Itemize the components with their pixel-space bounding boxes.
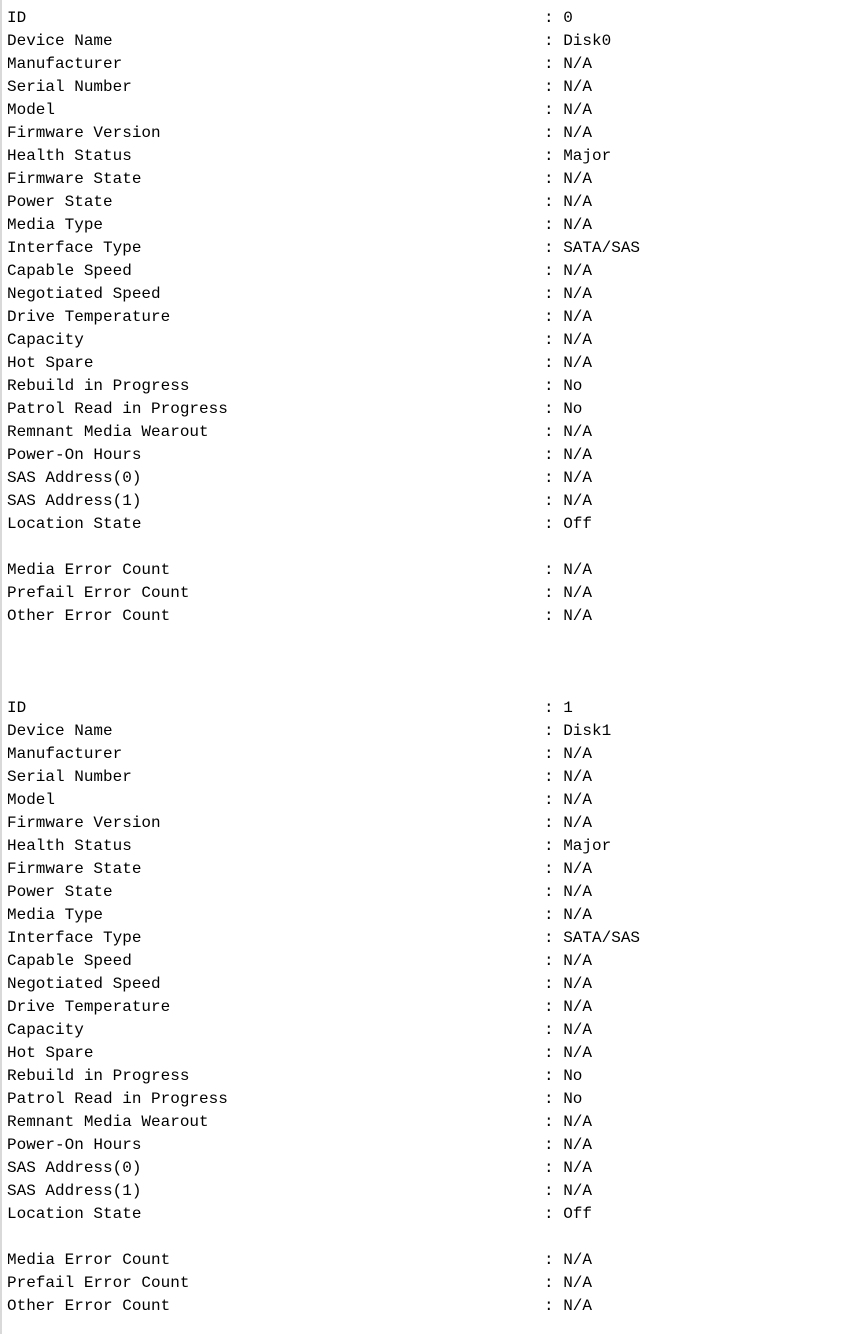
field-label: Serial Number: [7, 768, 132, 786]
field-row: [7, 1203, 852, 1226]
field-value: N/A: [563, 55, 593, 73]
colon-separator: :: [544, 262, 564, 280]
field-label: SAS Address(1): [7, 492, 142, 510]
field-label: Interface Type: [7, 929, 142, 947]
field-row: [7, 76, 852, 99]
field-row: [7, 375, 852, 398]
field-row: [7, 490, 852, 513]
colon-separator: :: [544, 768, 564, 786]
colon-separator: :: [544, 492, 564, 510]
colon-separator: :: [544, 998, 564, 1016]
colon-separator: :: [544, 584, 564, 602]
field-label: Patrol Read in Progress: [7, 400, 228, 418]
colon-separator: :: [544, 124, 564, 142]
field-value: N/A: [563, 607, 593, 625]
colon-separator: :: [544, 193, 564, 211]
field-value: No: [563, 1067, 583, 1085]
colon-separator: :: [544, 699, 564, 717]
field-label: Capable Speed: [7, 952, 132, 970]
field-row: [7, 1088, 852, 1111]
blank-line: [7, 1226, 852, 1249]
field-row: [7, 927, 852, 950]
field-row: [7, 996, 852, 1019]
field-label: Negotiated Speed: [7, 285, 161, 303]
field-value: N/A: [563, 492, 593, 510]
field-label: Media Error Count: [7, 1251, 171, 1269]
field-row: [7, 1295, 852, 1318]
field-row: [7, 1042, 852, 1065]
field-row: [7, 329, 852, 352]
field-label: Location State: [7, 515, 142, 533]
field-value: N/A: [563, 1136, 593, 1154]
colon-separator: :: [544, 1113, 564, 1131]
field-label: Health Status: [7, 147, 132, 165]
field-row: [7, 421, 852, 444]
field-row: [7, 191, 852, 214]
field-value: N/A: [563, 1274, 593, 1292]
field-label: Capable Speed: [7, 262, 132, 280]
field-value: N/A: [563, 1044, 593, 1062]
field-value: No: [563, 1090, 583, 1108]
colon-separator: :: [544, 1021, 564, 1039]
field-value: N/A: [563, 1182, 593, 1200]
colon-separator: :: [544, 860, 564, 878]
colon-separator: :: [544, 9, 564, 27]
colon-separator: :: [544, 32, 564, 50]
colon-separator: :: [544, 469, 564, 487]
field-value: N/A: [563, 1021, 593, 1039]
field-label: Manufacturer: [7, 745, 123, 763]
colon-separator: :: [544, 1274, 564, 1292]
field-value: No: [563, 377, 583, 395]
field-row: [7, 789, 852, 812]
field-value: N/A: [563, 1159, 593, 1177]
field-row: [7, 30, 852, 53]
field-row: [7, 260, 852, 283]
field-row: [7, 1065, 852, 1088]
colon-separator: :: [544, 285, 564, 303]
field-row: [7, 720, 852, 743]
colon-separator: :: [544, 331, 564, 349]
field-row: [7, 237, 852, 260]
field-value: N/A: [563, 1113, 593, 1131]
field-label: Firmware Version: [7, 814, 161, 832]
colon-separator: :: [544, 1136, 564, 1154]
field-label: SAS Address(0): [7, 1159, 142, 1177]
field-row: [7, 950, 852, 973]
field-label: Other Error Count: [7, 607, 171, 625]
field-row: [7, 53, 852, 76]
field-value: No: [563, 400, 583, 418]
colon-separator: :: [544, 1044, 564, 1062]
colon-separator: :: [544, 975, 564, 993]
field-value: N/A: [563, 814, 593, 832]
error-fields: [7, 1249, 852, 1318]
field-label: Health Status: [7, 837, 132, 855]
field-value: N/A: [563, 308, 593, 326]
field-value: SATA/SAS: [563, 239, 641, 257]
field-label: Media Type: [7, 216, 104, 234]
colon-separator: :: [544, 745, 564, 763]
colon-separator: :: [544, 1090, 564, 1108]
field-value: N/A: [563, 998, 593, 1016]
colon-separator: :: [544, 147, 564, 165]
field-label: Patrol Read in Progress: [7, 1090, 228, 1108]
field-row: [7, 352, 852, 375]
field-value: N/A: [563, 906, 593, 924]
colon-separator: :: [544, 377, 564, 395]
colon-separator: :: [544, 607, 564, 625]
colon-separator: :: [544, 883, 564, 901]
colon-separator: :: [544, 952, 564, 970]
blank-line: [7, 536, 852, 559]
field-label: ID: [7, 9, 27, 27]
field-row: [7, 881, 852, 904]
field-value: N/A: [563, 423, 593, 441]
colon-separator: :: [544, 308, 564, 326]
colon-separator: :: [544, 929, 564, 947]
field-row: [7, 145, 852, 168]
field-value: N/A: [563, 745, 593, 763]
field-value: 0: [563, 9, 573, 27]
field-label: Remnant Media Wearout: [7, 1113, 209, 1131]
colon-separator: :: [544, 400, 564, 418]
field-label: Firmware Version: [7, 124, 161, 142]
field-value: Disk1: [563, 722, 612, 740]
field-value: N/A: [563, 883, 593, 901]
field-label: Media Error Count: [7, 561, 171, 579]
field-value: Major: [563, 837, 612, 855]
field-value: N/A: [563, 124, 593, 142]
field-value: N/A: [563, 446, 593, 464]
field-value: N/A: [563, 193, 593, 211]
field-label: Hot Spare: [7, 1044, 94, 1062]
field-value: N/A: [563, 262, 593, 280]
colon-separator: :: [544, 561, 564, 579]
field-row: [7, 398, 852, 421]
colon-separator: :: [544, 1159, 564, 1177]
field-value: N/A: [563, 768, 593, 786]
field-value: N/A: [563, 354, 593, 372]
field-label: Power State: [7, 193, 113, 211]
field-value: Disk0: [563, 32, 612, 50]
colon-separator: :: [544, 837, 564, 855]
field-value: N/A: [563, 1297, 593, 1315]
field-value: N/A: [563, 78, 593, 96]
field-value: N/A: [563, 952, 593, 970]
colon-separator: :: [544, 1205, 564, 1223]
field-value: Major: [563, 147, 612, 165]
field-row: [7, 743, 852, 766]
colon-separator: :: [544, 1251, 564, 1269]
field-value: N/A: [563, 469, 593, 487]
field-value: N/A: [563, 791, 593, 809]
field-row: [7, 559, 852, 582]
field-label: SAS Address(1): [7, 1182, 142, 1200]
field-label: Firmware State: [7, 170, 142, 188]
field-value: Off: [563, 515, 593, 533]
field-row: [7, 99, 852, 122]
field-row: [7, 766, 852, 789]
device-block-disk0: [7, 7, 852, 628]
field-row: [7, 1157, 852, 1180]
colon-separator: :: [544, 1067, 564, 1085]
colon-separator: :: [544, 239, 564, 257]
field-label: Power State: [7, 883, 113, 901]
colon-separator: :: [544, 722, 564, 740]
field-label: Capacity: [7, 1021, 84, 1039]
field-label: Other Error Count: [7, 1297, 171, 1315]
field-label: Rebuild in Progress: [7, 1067, 190, 1085]
field-row: [7, 582, 852, 605]
field-label: Prefail Error Count: [7, 1274, 190, 1292]
field-label: ID: [7, 699, 27, 717]
colon-separator: :: [544, 515, 564, 533]
field-row: [7, 168, 852, 191]
field-row: [7, 1019, 852, 1042]
field-value: Off: [563, 1205, 593, 1223]
field-label: Hot Spare: [7, 354, 94, 372]
field-row: [7, 973, 852, 996]
field-value: N/A: [563, 860, 593, 878]
field-row: [7, 1272, 852, 1295]
colon-separator: :: [544, 55, 564, 73]
field-row: [7, 605, 852, 628]
colon-separator: :: [544, 814, 564, 832]
colon-separator: :: [544, 216, 564, 234]
colon-separator: :: [544, 446, 564, 464]
field-label: Manufacturer: [7, 55, 123, 73]
field-label: Capacity: [7, 331, 84, 349]
error-fields: [7, 559, 852, 628]
field-row: [7, 904, 852, 927]
field-value: N/A: [563, 584, 593, 602]
field-row: [7, 306, 852, 329]
field-label: Serial Number: [7, 78, 132, 96]
field-label: Model: [7, 791, 56, 809]
field-row: [7, 283, 852, 306]
field-label: Power-On Hours: [7, 1136, 142, 1154]
field-row: [7, 1134, 852, 1157]
field-row: [7, 1180, 852, 1203]
field-value: N/A: [563, 1251, 593, 1269]
field-row: [7, 513, 852, 536]
field-label: Power-On Hours: [7, 446, 142, 464]
field-label: Remnant Media Wearout: [7, 423, 209, 441]
field-row: [7, 1249, 852, 1272]
field-label: Prefail Error Count: [7, 584, 190, 602]
colon-separator: :: [544, 354, 564, 372]
colon-separator: :: [544, 1297, 564, 1315]
field-row: [7, 214, 852, 237]
field-row: [7, 1111, 852, 1134]
field-label: Media Type: [7, 906, 104, 924]
field-label: Device Name: [7, 722, 113, 740]
field-row: [7, 812, 852, 835]
colon-separator: :: [544, 1182, 564, 1200]
field-value: 1: [563, 699, 573, 717]
field-row: [7, 835, 852, 858]
field-value: N/A: [563, 216, 593, 234]
field-row: [7, 444, 852, 467]
field-value: N/A: [563, 101, 593, 119]
field-label: Device Name: [7, 32, 113, 50]
colon-separator: :: [544, 423, 564, 441]
field-row: [7, 697, 852, 720]
field-label: Rebuild in Progress: [7, 377, 190, 395]
colon-separator: :: [544, 906, 564, 924]
field-value: N/A: [563, 561, 593, 579]
field-label: Firmware State: [7, 860, 142, 878]
field-row: [7, 122, 852, 145]
colon-separator: :: [544, 78, 564, 96]
info-fields: [7, 697, 852, 1226]
field-value: N/A: [563, 285, 593, 303]
field-label: Location State: [7, 1205, 142, 1223]
info-fields: [7, 7, 852, 536]
field-value: N/A: [563, 331, 593, 349]
colon-separator: :: [544, 170, 564, 188]
colon-separator: :: [544, 791, 564, 809]
field-label: SAS Address(0): [7, 469, 142, 487]
field-row: [7, 7, 852, 30]
colon-separator: :: [544, 101, 564, 119]
field-label: Interface Type: [7, 239, 142, 257]
field-label: Drive Temperature: [7, 998, 171, 1016]
field-value: N/A: [563, 170, 593, 188]
field-value: N/A: [563, 975, 593, 993]
field-value: SATA/SAS: [563, 929, 641, 947]
field-label: Drive Temperature: [7, 308, 171, 326]
field-label: Model: [7, 101, 56, 119]
field-label: Negotiated Speed: [7, 975, 161, 993]
field-row: [7, 858, 852, 881]
field-row: [7, 467, 852, 490]
device-block-disk1: [7, 697, 852, 1318]
